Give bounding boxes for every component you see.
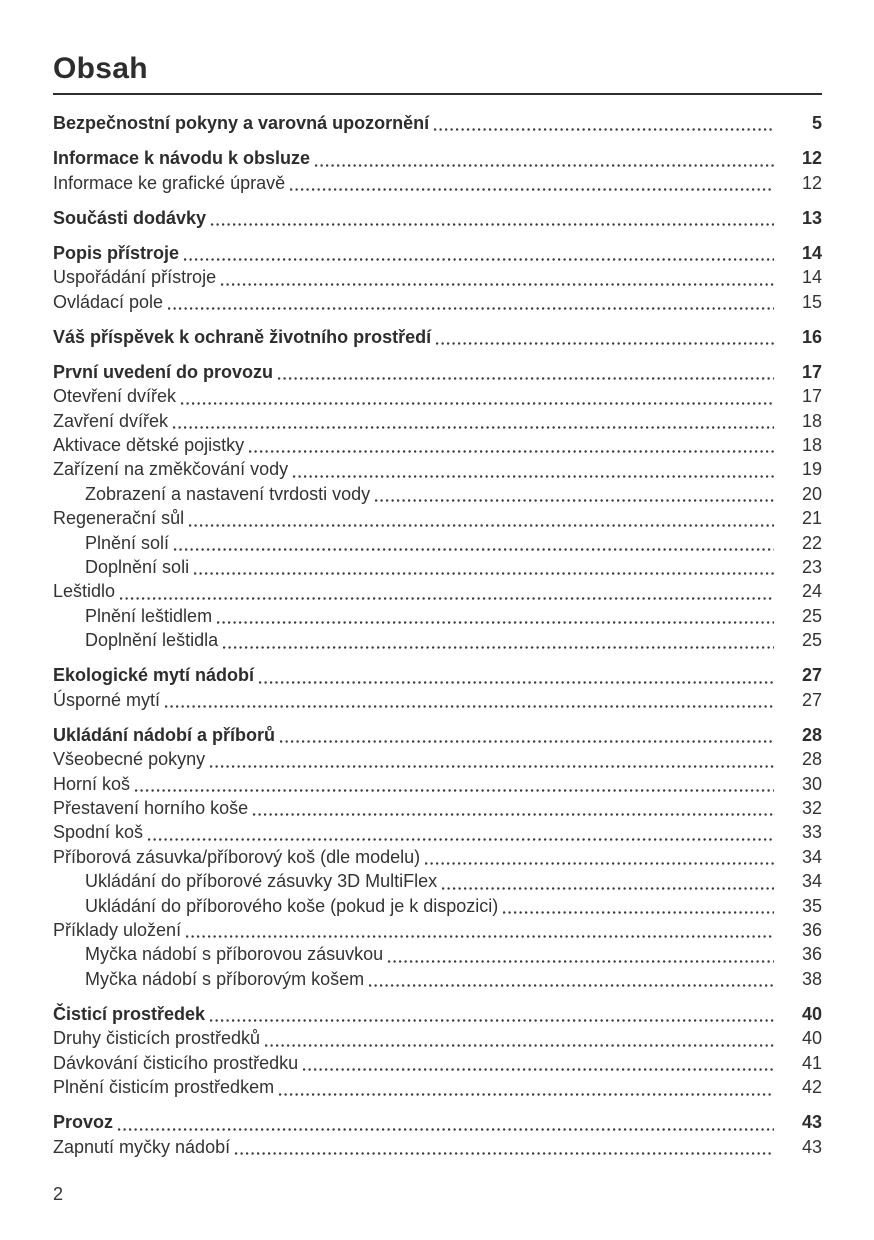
toc-entry-label: Dávkování čisticího prostředku (53, 1052, 299, 1073)
toc-entry (53, 1026, 822, 1050)
toc-entry (53, 723, 822, 747)
toc-group (53, 325, 822, 349)
dot-leader (434, 128, 774, 131)
dot-leader (425, 862, 774, 865)
dot-leader (181, 402, 774, 405)
toc-entry-label: Informace k návodu k obsluze (53, 148, 311, 169)
dot-leader (388, 960, 774, 963)
dot-leader (249, 450, 774, 453)
toc-entry (53, 360, 822, 384)
toc-group (53, 241, 822, 314)
dot-leader (210, 765, 774, 768)
toc-entry-page: 34 (801, 871, 822, 892)
toc-entry-page: 25 (801, 630, 822, 651)
toc-entry-page: 15 (801, 291, 822, 312)
dot-leader (259, 681, 774, 684)
toc-entry-label: Druhy čisticích prostředků (53, 1028, 261, 1049)
toc-entry-label: Ukládání do příborové zásuvky 3D MultiFlex (85, 871, 438, 892)
toc-entry-page: 30 (801, 773, 822, 794)
toc-entry-label: Příklady uložení (53, 920, 182, 940)
toc-entry-page: 40 (801, 1028, 822, 1049)
toc-entry (53, 747, 822, 771)
toc-entry-page: 36 (801, 920, 822, 940)
dot-leader (375, 499, 774, 502)
toc-group (53, 146, 822, 195)
toc-entry-label: Plnění čisticím prostředkem (53, 1077, 275, 1098)
dot-leader (279, 1093, 774, 1096)
toc-entry (53, 628, 822, 652)
toc-entry-label: Součásti dodávky (53, 207, 207, 228)
toc-entry (53, 918, 822, 942)
toc-entry-page: 28 (801, 749, 822, 770)
toc-entry-page: 18 (801, 434, 822, 455)
toc-entry-page: 24 (801, 581, 822, 602)
toc-entry (53, 325, 822, 349)
toc-entry (53, 409, 822, 433)
toc-entry-label: Myčka nádobí s příborovou zásuvkou (85, 944, 384, 965)
dot-leader (174, 548, 774, 551)
dot-leader (303, 1068, 774, 1071)
toc-entry (53, 265, 822, 289)
toc-entry-label: Plnění leštidlem (85, 605, 213, 626)
toc-entry-label: Všeobecné pokyny (53, 749, 206, 770)
page-title: Obsah (53, 52, 148, 85)
toc-entry-label: Leštidlo (53, 581, 116, 602)
toc-entry (53, 146, 822, 170)
toc-entry (53, 894, 822, 918)
toc-entry-label: První uvedení do provozu (53, 361, 274, 382)
dot-leader (442, 887, 774, 890)
dot-leader (293, 475, 774, 478)
toc-entry (53, 820, 822, 844)
toc-list (53, 111, 822, 1159)
dot-leader (165, 705, 774, 708)
toc-entry-page: 18 (801, 410, 822, 431)
dot-leader (135, 789, 774, 792)
toc-entry (53, 1075, 822, 1099)
dot-leader (235, 1152, 774, 1155)
toc-entry (53, 482, 822, 506)
toc-entry-page: 34 (801, 846, 822, 867)
toc-entry-page: 43 (801, 1112, 822, 1133)
footer-page-number: 2 (53, 1184, 64, 1204)
dot-leader (280, 740, 774, 743)
toc-entry (53, 845, 822, 869)
toc-group (53, 111, 822, 135)
toc-entry (53, 290, 822, 314)
toc-entry-label: Čisticí prostředek (53, 1003, 206, 1024)
toc-entry-page: 13 (801, 207, 822, 228)
toc-entry-label: Ukládání do příborového koše (pokud je k dispozici) (85, 895, 499, 916)
toc-entry-page: 5 (811, 113, 822, 133)
toc-entry-label: Úsporné mytí (53, 689, 161, 710)
toc-entry-label: Doplnění leštidla (85, 630, 219, 651)
toc-entry-page: 16 (801, 326, 822, 347)
toc-entry (53, 796, 822, 820)
toc-entry-page: 35 (801, 895, 822, 916)
toc-entry-page: 40 (801, 1003, 822, 1024)
title-divider (53, 93, 822, 95)
toc-entry (53, 506, 822, 530)
dot-leader (253, 813, 774, 816)
toc-entry-page: 27 (801, 665, 822, 686)
toc-entry-label: Přestavení horního koše (53, 797, 249, 818)
toc-entry-page: 42 (801, 1077, 822, 1098)
dot-leader (194, 572, 774, 575)
dot-leader (189, 524, 774, 527)
toc-entry (53, 433, 822, 457)
toc-entry-page: 28 (801, 724, 822, 745)
toc-entry-page: 23 (801, 556, 822, 577)
toc-entry-label: Regenerační sůl (53, 508, 185, 529)
page-content (53, 50, 822, 1159)
toc-entry-page: 36 (801, 944, 822, 965)
toc-entry (53, 688, 822, 712)
toc-entry-page: 14 (801, 267, 822, 288)
toc-entry-label: Příborová zásuvka/příborový koš (dle modelu) (53, 846, 421, 867)
toc-entry-page: 19 (801, 459, 822, 480)
toc-entry (53, 531, 822, 555)
toc-entry-page: 32 (801, 797, 822, 818)
dot-leader (118, 1128, 774, 1131)
toc-entry (53, 171, 822, 195)
toc-entry (53, 457, 822, 481)
toc-entry (53, 1002, 822, 1026)
toc-entry-label: Aktivace dětské pojistky (53, 434, 245, 455)
dot-leader (173, 426, 774, 429)
toc-entry-page: 17 (801, 386, 822, 407)
toc-entry-page: 12 (801, 172, 822, 193)
toc-entry-page: 33 (801, 822, 822, 843)
dot-leader (217, 621, 774, 624)
toc-entry (53, 1110, 822, 1134)
toc-entry-label: Ukládání nádobí a příborů (53, 724, 276, 745)
toc-entry-label: Bezpečnostní pokyny a varovná upozornění (53, 113, 430, 133)
toc-entry-label: Otevření dvířek (53, 386, 177, 407)
toc-entry-label: Informace ke grafické úpravě (53, 172, 286, 193)
toc-group (53, 206, 822, 230)
dot-leader (436, 342, 774, 345)
toc-entry-page: 20 (801, 483, 822, 504)
toc-entry-label: Ovládací pole (53, 291, 164, 312)
dot-leader (221, 283, 774, 286)
dot-leader (210, 1019, 774, 1022)
toc-group (53, 1002, 822, 1100)
toc-entry-page: 25 (801, 605, 822, 626)
toc-group (53, 663, 822, 712)
toc-entry-label: Zařízení na změkčování vody (53, 459, 289, 480)
toc-entry (53, 942, 822, 966)
dot-leader (278, 377, 774, 380)
dot-leader (290, 188, 774, 191)
dot-leader (120, 597, 774, 600)
toc-entry-label: Zapnutí myčky nádobí (53, 1136, 231, 1157)
toc-entry (53, 1051, 822, 1075)
toc-entry-page: 17 (801, 361, 822, 382)
toc-entry-page: 41 (801, 1052, 822, 1073)
toc-entry (53, 1135, 822, 1159)
toc-entry-label: Ekologické mytí nádobí (53, 665, 255, 686)
toc-entry-page: 21 (801, 508, 822, 529)
toc-entry (53, 663, 822, 687)
toc-entry-label: Horní koš (53, 773, 131, 794)
toc-entry-label: Doplnění soli (85, 556, 190, 577)
toc-entry-page: 43 (801, 1136, 822, 1157)
toc-entry-label: Uspořádání přístroje (53, 267, 217, 288)
toc-entry-label: Myčka nádobí s příborovým košem (85, 968, 365, 989)
toc-entry (53, 967, 822, 991)
toc-entry-label: Spodní koš (53, 822, 144, 843)
toc-entry-label: Zavření dvířek (53, 410, 169, 431)
toc-entry-label: Zobrazení a nastavení tvrdosti vody (85, 483, 371, 504)
toc-entry (53, 869, 822, 893)
toc-entry-page: 22 (801, 532, 822, 553)
toc-entry (53, 772, 822, 796)
toc-entry (53, 206, 822, 230)
toc-entry-label: Popis přístroje (53, 242, 180, 263)
toc-entry (53, 555, 822, 579)
dot-leader (148, 838, 774, 841)
dot-leader (315, 164, 774, 167)
dot-leader (223, 646, 774, 649)
toc-entry (53, 384, 822, 408)
dot-leader (211, 223, 774, 226)
toc-entry-page: 27 (801, 689, 822, 710)
toc-entry-label: Plnění solí (85, 532, 170, 553)
toc-entry (53, 241, 822, 265)
toc-group (53, 360, 822, 653)
toc-entry-label: Váš příspěvek k ochraně životního prostředí (53, 326, 432, 347)
dot-leader (186, 935, 774, 938)
toc-group (53, 1110, 822, 1159)
dot-leader (369, 984, 774, 987)
toc-entry-page: 12 (801, 148, 822, 169)
toc-entry-page: 14 (801, 242, 822, 263)
toc-entry (53, 111, 822, 135)
dot-leader (503, 911, 774, 914)
toc-entry-page: 38 (801, 968, 822, 989)
dot-leader (168, 307, 774, 310)
dot-leader (265, 1044, 774, 1047)
toc-entry-label: Provoz (53, 1112, 114, 1133)
toc-entry (53, 604, 822, 628)
toc-group (53, 723, 822, 991)
dot-leader (184, 258, 774, 261)
toc-entry (53, 579, 822, 603)
